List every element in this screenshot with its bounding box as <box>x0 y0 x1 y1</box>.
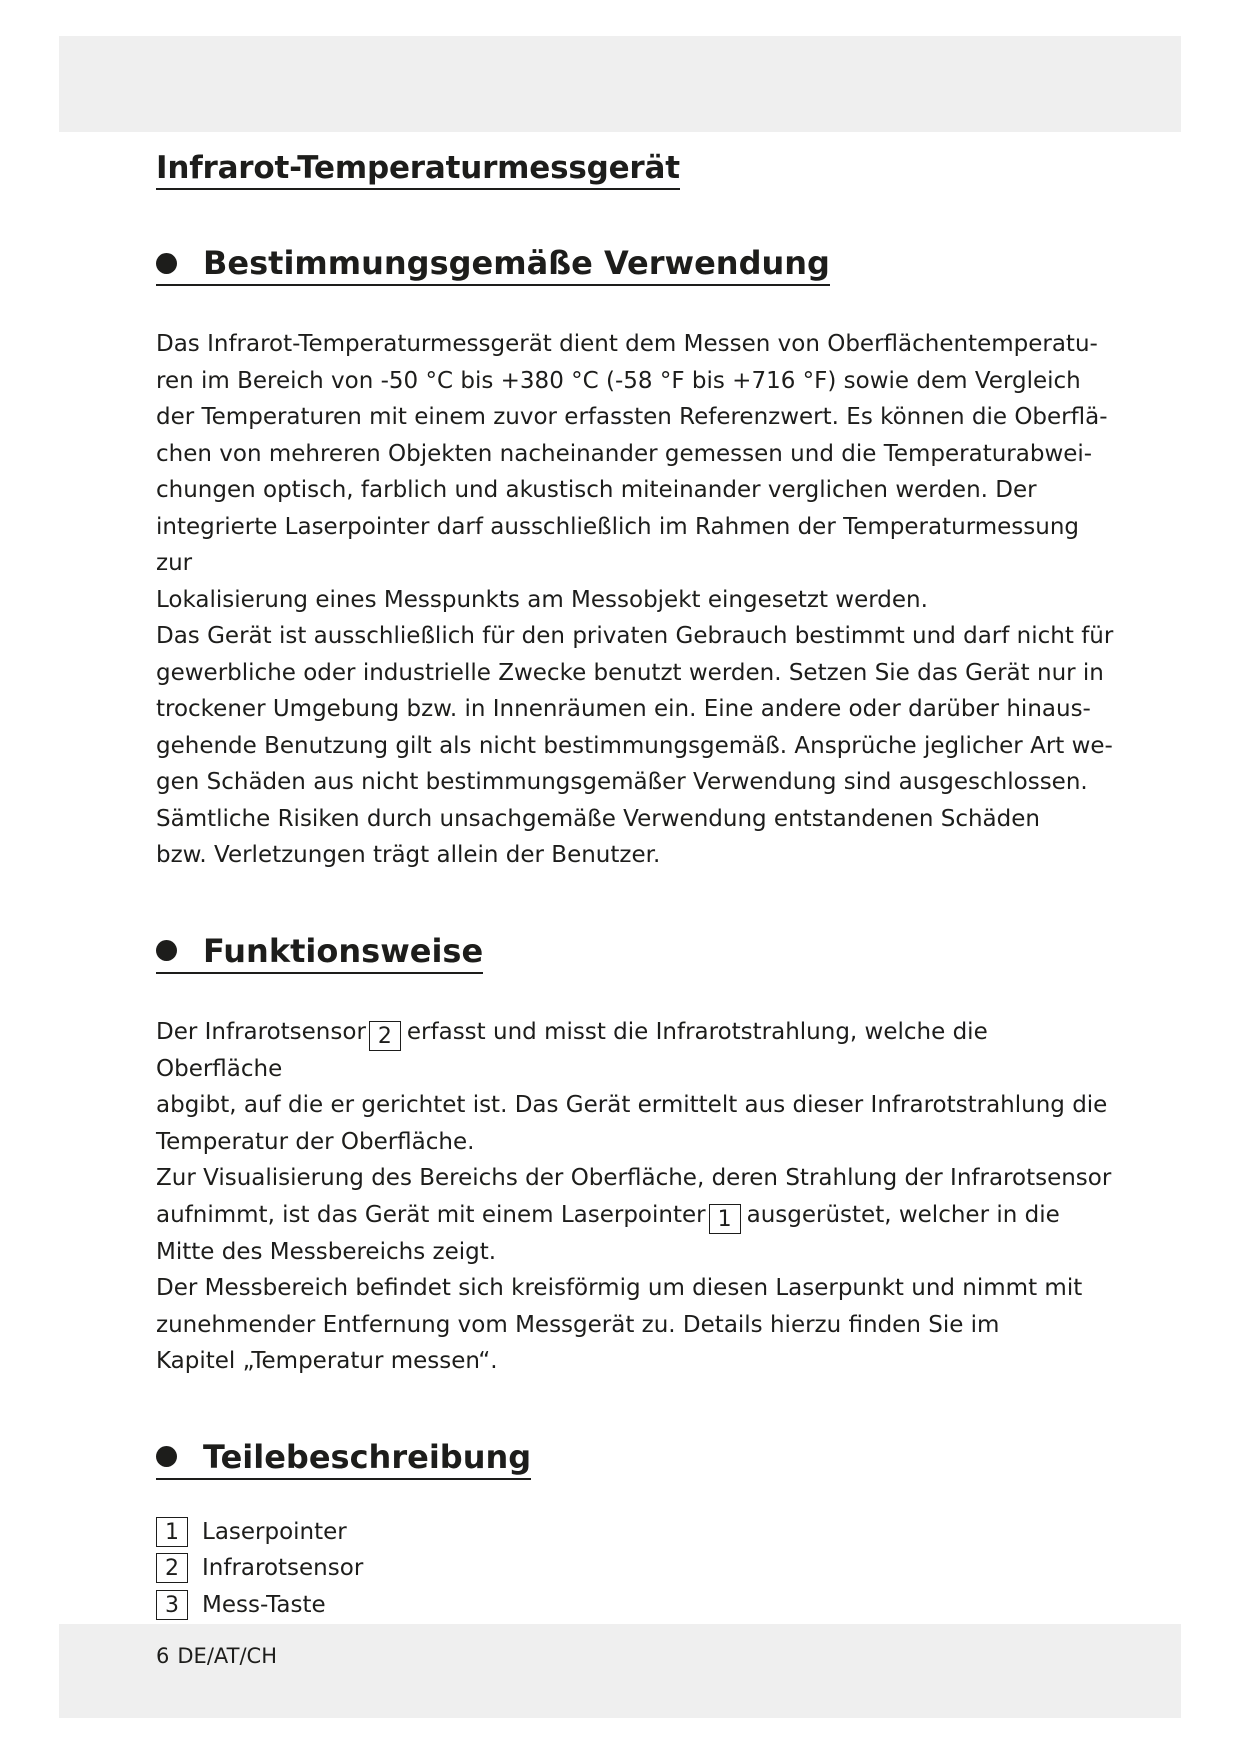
part-label: Laserpointer <box>202 1518 347 1545</box>
text-line <box>156 1197 1116 1234</box>
region-label: DE/AT/CH <box>177 1644 277 1668</box>
text-line: Mitte des Messbereichs zeigt. <box>156 1238 497 1265</box>
part-number-badge: 2 <box>156 1553 188 1583</box>
section-title-function: Funktionsweise <box>203 931 484 970</box>
text-line: Das Gerät ist ausschließlich für den privaten Gebrauch bestimmt und darf nicht für <box>156 623 1114 649</box>
parts-list <box>156 1514 1116 1624</box>
part-label: Mess-Taste <box>202 1591 326 1618</box>
list-item <box>156 1514 1116 1551</box>
footer-band <box>59 1624 1181 1718</box>
page-title: Infrarot-Temperaturmessgerät <box>156 150 680 190</box>
text-line: chungen optisch, farblich und akustisch miteinander verglichen werden. Der <box>156 477 1037 503</box>
part-number-badge: 2 <box>369 1021 401 1051</box>
text-line: Sämtliche Risiken durch unsachgemäße Verwendung entstandenen Schäden <box>156 805 1040 832</box>
header-band <box>59 36 1181 132</box>
section-title-intended-use: Bestimmungsgemäße Verwendung <box>203 244 830 282</box>
text-line: abgibt, auf die er gerichtet ist. Das Gerät ermittelt aus dieser Infrarotstrahlung die <box>156 1092 1108 1118</box>
section-heading <box>156 932 483 974</box>
bullet-icon <box>156 253 177 274</box>
text-line: gehende Benutzung gilt als nicht bestimmungsgemäß. Ansprüche jeglicher Art we- <box>156 732 1113 759</box>
text-line: Das Infrarot-Temperaturmessgerät dient dem Messen von Oberflächentemperatu- <box>156 331 1098 357</box>
bullet-icon <box>156 940 177 961</box>
text-line: zunehmender Entfernung vom Messgerät zu. Details hierzu finden Sie im <box>156 1311 1000 1338</box>
text-line: gewerbliche oder industrielle Zwecke benutzt werden. Setzen Sie das Gerät nur in <box>156 659 1104 686</box>
text-span: Der Infrarotsensor <box>156 1018 366 1045</box>
section-title-parts: Teilebeschreibung <box>203 1437 532 1476</box>
text-line: Kapitel „Temperatur messen“. <box>156 1348 498 1374</box>
section-parts <box>156 1438 1116 1624</box>
text-line: Temperatur der Oberfläche. <box>156 1128 475 1155</box>
part-number-badge: 3 <box>156 1590 188 1620</box>
text-span: erfasst und misst die Infrarotstrahlung, welche die Oberfläche <box>156 1018 988 1082</box>
section-intended-use <box>156 244 1116 874</box>
text-line <box>156 1014 1116 1088</box>
part-number-badge: 1 <box>709 1204 741 1234</box>
part-label: Infrarotsensor <box>202 1555 364 1582</box>
text-line: Zur Visualisierung des Bereichs der Oberfläche, deren Strahlung der Infrarotsensor <box>156 1165 1112 1191</box>
text-span: ausgerüstet, welcher in die <box>746 1201 1060 1228</box>
page-number: 6 <box>156 1644 170 1668</box>
bullet-icon <box>156 1446 177 1467</box>
text-span: aufnimmt, ist das Gerät mit einem Laserpointer <box>156 1201 706 1228</box>
intended-use-text <box>156 326 1116 874</box>
text-line: bzw. Verletzungen trägt allein der Benutzer. <box>156 842 661 868</box>
list-item <box>156 1587 1116 1624</box>
section-heading <box>156 1438 531 1480</box>
text-line: Lokalisierung eines Messpunkts am Messobjekt eingesetzt werden. <box>156 586 928 613</box>
text-line: chen von mehreren Objekten nacheinander gemessen und die Temperaturabwei- <box>156 440 1093 467</box>
text-line: trockener Umgebung bzw. in Innenräumen ein. Eine andere oder darüber hinaus- <box>156 696 1091 722</box>
section-function <box>156 932 1116 1380</box>
part-number-badge: 1 <box>156 1517 188 1547</box>
function-text <box>156 1014 1116 1380</box>
text-line: integrierte Laserpointer darf ausschließlich im Rahmen der Temperaturmessung zur <box>156 513 1080 576</box>
list-item <box>156 1550 1116 1587</box>
section-heading <box>156 244 830 286</box>
page-footer <box>156 1644 285 1668</box>
text-line: Der Messbereich befindet sich kreisförmig um diesen Laserpunkt und nimmt mit <box>156 1275 1083 1301</box>
text-line: ren im Bereich von -50 °C bis +380 °C (-58 °F bis +716 °F) sowie dem Vergleich <box>156 367 1081 394</box>
text-line: gen Schäden aus nicht bestimmungsgemäßer Verwendung sind ausgeschlossen. <box>156 769 1088 795</box>
page-content <box>156 150 1116 1623</box>
text-line: der Temperaturen mit einem zuvor erfassten Referenzwert. Es können die Oberflä- <box>156 404 1108 430</box>
